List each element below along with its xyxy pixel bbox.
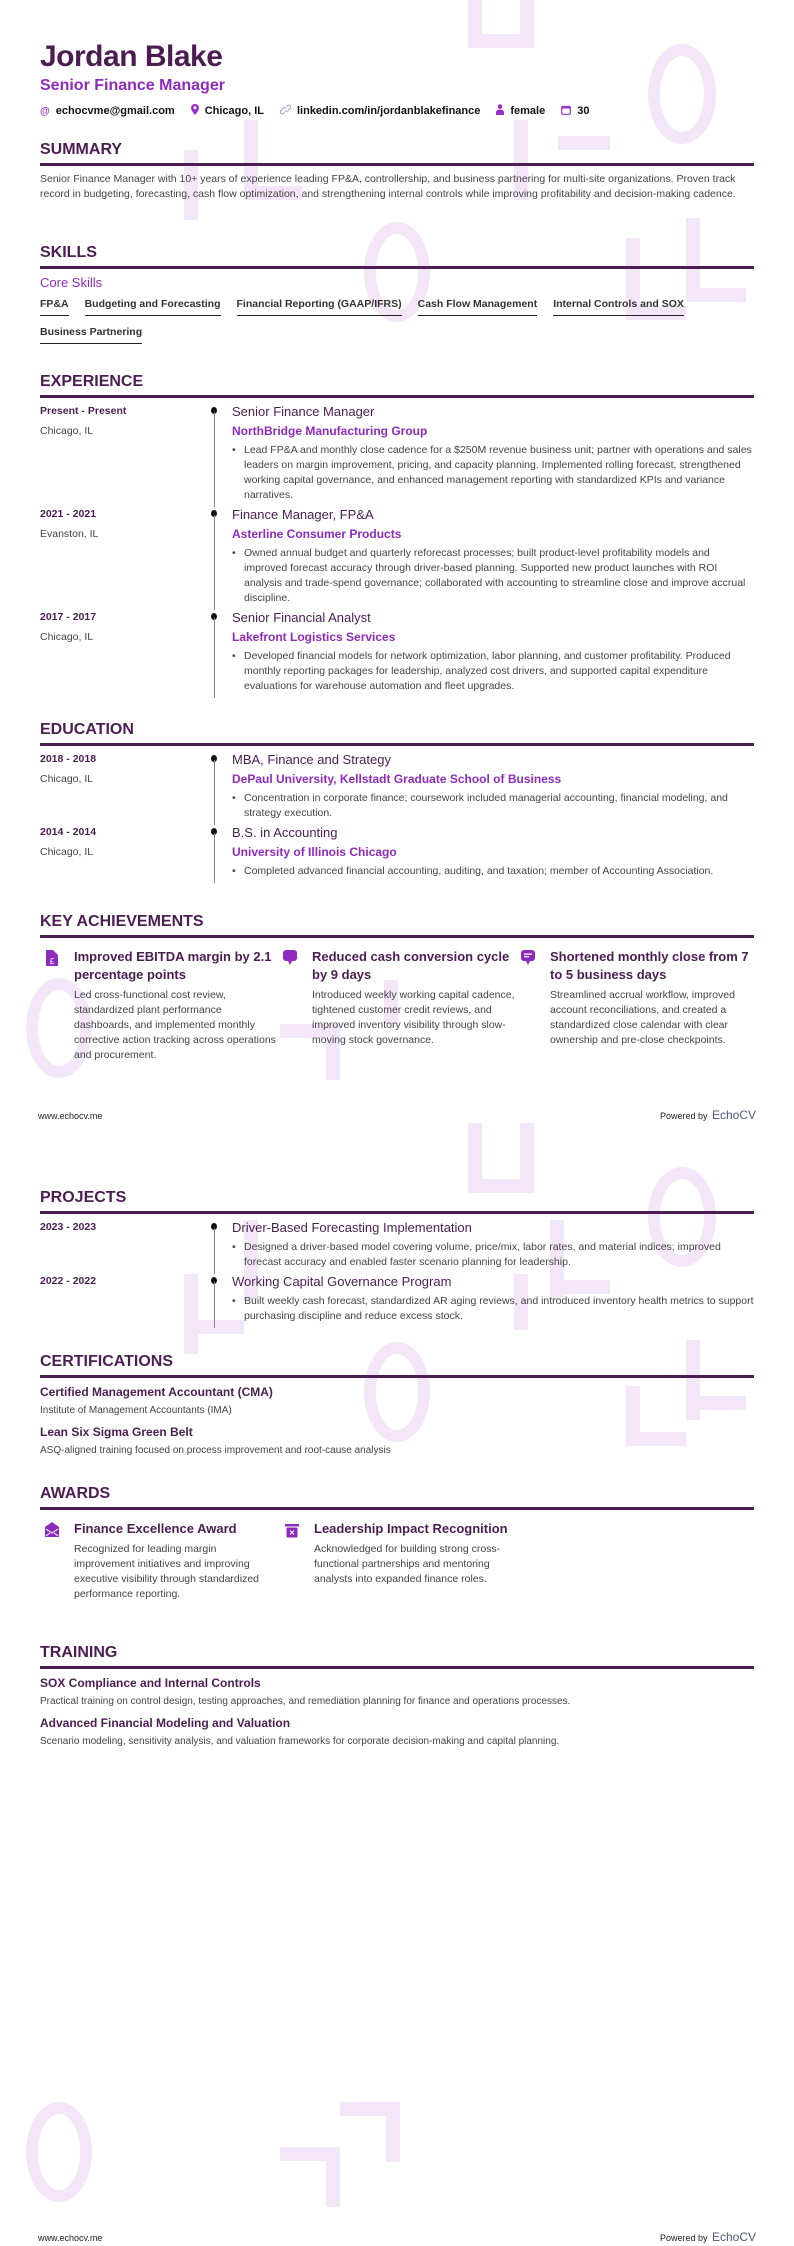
footer-url[interactable]: www.echocv.me — [38, 1111, 103, 1121]
achievement-text: Streamlined accrual workflow, improved account reconciliations, and created a standardized close calendar with clear ownership and pre-close checkpoints. — [550, 989, 735, 1046]
projects-section — [40, 1188, 754, 1328]
entry-date: Present - Present — [40, 405, 127, 417]
timeline-marker — [208, 1274, 230, 1328]
section-title: EXPERIENCE — [40, 372, 754, 398]
achievement-title: Improved EBITDA margin by 2.1 percentage points — [74, 949, 272, 982]
entry-location: Chicago, IL — [40, 631, 94, 643]
entry-date: 2017 - 2017 — [40, 611, 97, 623]
message-icon — [516, 948, 540, 1063]
resume-header — [40, 40, 754, 118]
trash-box-icon — [280, 1520, 304, 1602]
contact-linkedin[interactable]: linkedin.com/in/jordanblakefinance — [280, 104, 480, 118]
skill-tag: Budgeting and Forecasting — [85, 298, 221, 316]
entry-date: 2021 - 2021 — [40, 508, 97, 520]
entry-company: NorthBridge Manufacturing Group — [232, 424, 428, 438]
section-title: CERTIFICATIONS — [40, 1352, 754, 1378]
contact-email[interactable]: @ echocvme@gmail.com — [40, 105, 175, 117]
decor-shape — [520, 0, 534, 38]
entry-date: 2023 - 2023 — [40, 1221, 97, 1233]
experience-section — [40, 372, 754, 698]
decor-shape — [326, 2147, 340, 2207]
entry-bullet: • Owned annual budget and quarterly reforecast processes; built product-level profitability models and improved forecast accuracy through driver-based planning. Supported new product launches with ROI analysis and trade-spend governance; collaborated with accounting to streamline close and improve accrual discipline. — [232, 546, 754, 606]
education-section — [40, 720, 754, 883]
svg-text:£: £ — [49, 957, 55, 966]
page-footer — [38, 2228, 756, 2246]
achievement-card — [516, 948, 754, 1063]
award-title: Finance Excellence Award — [74, 1521, 237, 1536]
summary-section — [40, 140, 754, 202]
contact-age: 30 — [561, 105, 589, 118]
achievement-title: Shortened monthly close from 7 to 5 business days — [550, 949, 749, 982]
award-card — [280, 1520, 520, 1602]
calendar-icon — [561, 105, 571, 118]
location-pin-icon — [191, 104, 199, 118]
candidate-title: Senior Finance Manager — [40, 77, 225, 94]
brand-logo: EchoCV — [711, 2230, 756, 2244]
entry-location: Chicago, IL — [40, 846, 94, 858]
timeline-marker — [208, 1220, 230, 1274]
contact-row — [40, 104, 754, 118]
training-name: Advanced Financial Modeling and Valuation — [40, 1716, 291, 1730]
project-entry — [40, 1220, 754, 1274]
cert-name: Certified Management Accountant (CMA) — [40, 1385, 273, 1399]
achievement-text: Led cross-functional cost review, standardized plant performance dashboards, and implemented monthly corrective action tracking across operations and procurement. — [74, 989, 276, 1061]
skill-group-title: Core Skills — [40, 275, 103, 290]
entry-degree: MBA, Finance and Strategy — [232, 752, 391, 767]
contact-gender: female — [496, 104, 545, 118]
timeline-marker — [208, 752, 230, 825]
project-name: Working Capital Governance Program — [232, 1274, 452, 1289]
entry-school: DePaul University, Kellstadt Graduate School of Business — [232, 772, 562, 786]
decor-shape — [26, 2102, 92, 2202]
cert-issuer: ASQ-aligned training focused on process improvement and root-cause analysis — [40, 1445, 391, 1456]
contact-location: Chicago, IL — [191, 104, 264, 118]
timeline-marker — [208, 610, 230, 698]
award-text: Acknowledged for building strong cross-functional partnerships and mentoring analysts into expanded finance roles. — [314, 1543, 501, 1585]
skill-tag: Business Partnering — [40, 326, 142, 344]
achievement-title: Reduced cash conversion cycle by 9 days — [312, 949, 510, 982]
entry-bullet: • Built weekly cash forecast, standardized AR aging reviews, and introduced inventory health metrics to support purchasing discipline and reduce excess stock. — [232, 1294, 754, 1324]
award-text: Recognized for leading margin improvement initiatives and improving executive visibility through standardized performance reporting. — [74, 1543, 260, 1600]
experience-entry — [40, 610, 754, 698]
entry-date: 2022 - 2022 — [40, 1275, 97, 1287]
person-icon — [496, 104, 504, 118]
awards-section — [40, 1484, 754, 1602]
skill-tag: FP&A — [40, 298, 69, 316]
training-section — [40, 1643, 754, 1749]
footer-url[interactable]: www.echocv.me — [38, 2233, 103, 2243]
envelope-open-icon — [40, 1520, 64, 1602]
skill-tag: Internal Controls and SOX — [553, 298, 684, 316]
section-title: EDUCATION — [40, 720, 754, 746]
entry-bullet: • Lead FP&A and monthly close cadence for a $250M revenue business unit; partner with operations and sales leaders on margin improvement, pricing, and capacity planning. Implemented rolling forecast, strengthened working capital governance, and enhanced management reporting with standardized KPIs and variance narratives. — [232, 443, 754, 503]
entry-date: 2014 - 2014 — [40, 826, 97, 838]
at-icon: @ — [40, 105, 50, 117]
cert-issuer: Institute of Management Accountants (IMA) — [40, 1405, 232, 1416]
section-title: PROJECTS — [40, 1188, 754, 1214]
entry-role: Finance Manager, FP&A — [232, 507, 374, 522]
entry-bullet: • Completed advanced financial accounting, auditing, and taxation; member of Accounting Association. — [232, 864, 754, 879]
certifications-section — [40, 1352, 754, 1458]
achievement-card — [40, 948, 278, 1063]
entry-school: University of Illinois Chicago — [232, 845, 397, 859]
section-title: TRAINING — [40, 1643, 754, 1669]
section-title: KEY ACHIEVEMENTS — [40, 912, 754, 938]
section-title: SKILLS — [40, 243, 754, 269]
achievement-text: Introduced weekly working capital cadence, tightened customer credit reviews, and improved inventory visibility through slow-moving stock governance. — [312, 989, 515, 1046]
education-entry — [40, 825, 754, 883]
entry-role: Senior Financial Analyst — [232, 610, 371, 625]
pound-document-icon — [40, 948, 64, 1063]
entry-bullet: • Concentration in corporate finance; coursework included managerial accounting, financial modeling, and strategy execution. — [232, 791, 754, 821]
skill-tag: Financial Reporting (GAAP/IFRS) — [237, 298, 402, 316]
project-name: Driver-Based Forecasting Implementation — [232, 1220, 472, 1235]
experience-entry — [40, 404, 754, 507]
entry-location: Chicago, IL — [40, 773, 94, 785]
powered-by: Powered by EchoCV — [659, 2230, 756, 2244]
training-name: SOX Compliance and Internal Controls — [40, 1676, 261, 1690]
speech-bubble-icon — [278, 948, 302, 1063]
timeline-marker — [208, 825, 230, 883]
skills-section — [40, 243, 754, 344]
entry-company: Lakefront Logistics Services — [232, 630, 396, 644]
entry-company: Asterline Consumer Products — [232, 527, 402, 541]
page-footer — [38, 1106, 756, 1124]
timeline-marker — [208, 404, 230, 507]
project-entry — [40, 1274, 754, 1328]
training-text: Practical training on control design, testing approaches, and remediation planning for finance and operations processes. — [40, 1696, 571, 1707]
section-title: SUMMARY — [40, 140, 754, 166]
entry-degree: B.S. in Accounting — [232, 825, 338, 840]
brand-logo: EchoCV — [711, 1108, 756, 1122]
entry-location: Evanston, IL — [40, 528, 99, 540]
decor-shape — [468, 0, 482, 38]
achievement-card — [278, 948, 516, 1063]
skill-tag: Cash Flow Management — [418, 298, 538, 316]
timeline-marker — [208, 507, 230, 610]
training-text: Scenario modeling, sensitivity analysis, and valuation frameworks for corporate decision-making and capital planning. — [40, 1736, 560, 1747]
entry-location: Chicago, IL — [40, 425, 94, 437]
candidate-name: Jordan Blake — [40, 40, 223, 73]
cert-name: Lean Six Sigma Green Belt — [40, 1425, 193, 1439]
powered-by: Powered by EchoCV — [659, 1108, 756, 1122]
summary-text: Senior Finance Manager with 10+ years of experience leading FP&A, controllership, and business partnering for multi-site organizations. Proven track record in budgeting, forecasting, cash flow optimization, and strengthening internal controls while improving profitability and decision-making cadence. — [40, 173, 736, 200]
entry-role: Senior Finance Manager — [232, 404, 375, 419]
experience-entry — [40, 507, 754, 610]
decor-shape — [386, 2102, 400, 2162]
skill-list — [40, 298, 754, 344]
entry-bullet: • Developed financial models for network optimization, labor planning, and customer profitability. Produced monthly reporting packages for leadership, analyzed cost drivers, and supported capital expenditure evaluations for warehouse automation and fleet upgrades. — [232, 649, 754, 694]
education-entry — [40, 752, 754, 825]
achievements-section — [40, 912, 754, 1063]
entry-bullet: • Designed a driver-based model covering volume, price/mix, labor rates, and material indices; improved forecast accuracy and enabled faster scenario planning for leadership. — [232, 1240, 754, 1270]
link-icon — [280, 104, 291, 118]
award-card — [40, 1520, 280, 1602]
entry-date: 2018 - 2018 — [40, 753, 97, 765]
section-title: AWARDS — [40, 1484, 754, 1510]
award-title: Leadership Impact Recognition — [314, 1521, 508, 1536]
